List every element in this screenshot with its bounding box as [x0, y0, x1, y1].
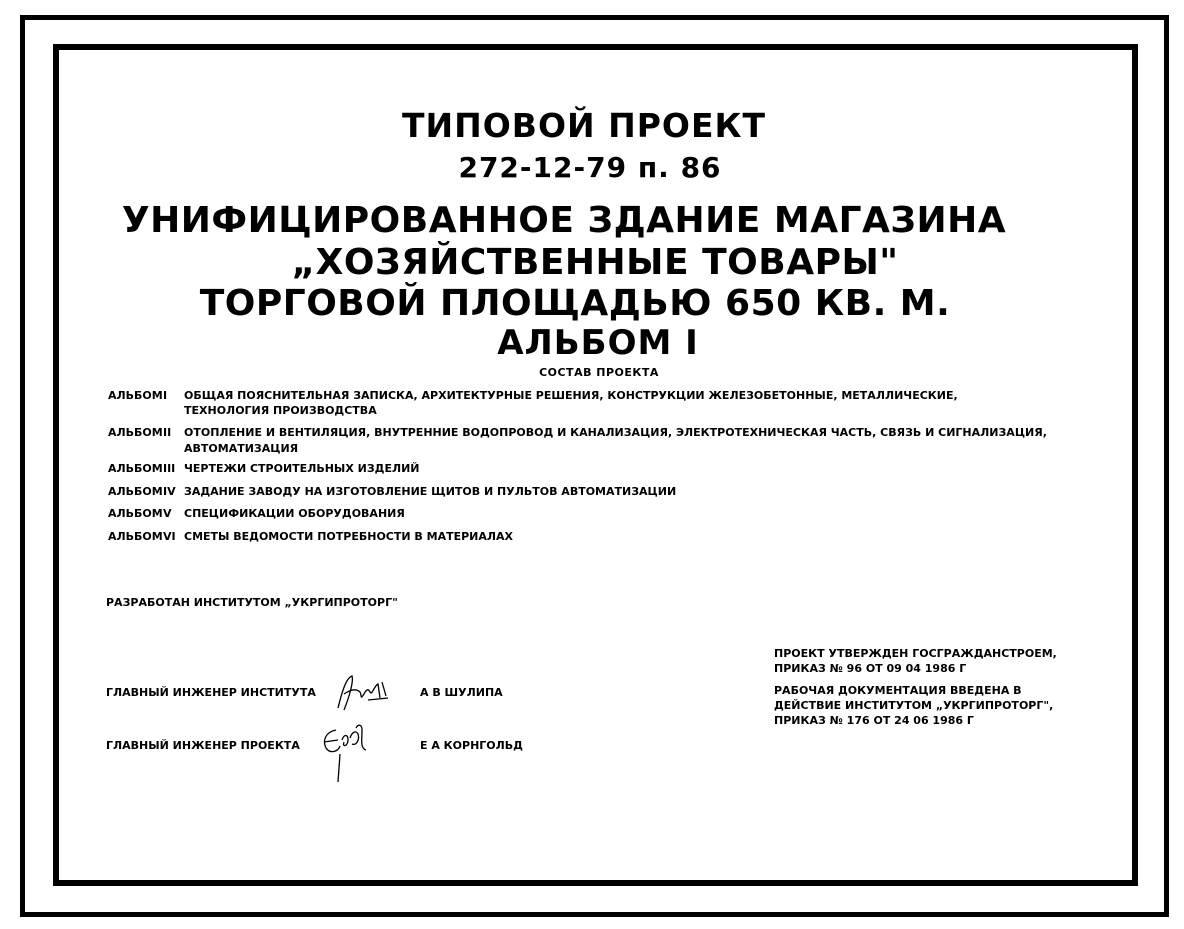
chief-engineer-institute-role: ГЛАВНЫЙ ИНЖЕНЕР ИНСТИТУТА: [106, 686, 316, 699]
album-label: АЛЬБОМ: [108, 389, 163, 402]
album-description-line: ЧЕРТЕЖИ СТРОИТЕЛЬНЫХ ИЗДЕЛИЙ: [184, 462, 420, 475]
album-label: АЛЬБОМ: [108, 485, 163, 498]
album-description-line: СМЕТЫ ВЕДОМОСТИ ПОТРЕБНОСТИ В МАТЕРИАЛАХ: [184, 530, 514, 543]
album-number: II: [163, 426, 172, 439]
chief-engineer-institute-name: А В ШУЛИПА: [420, 686, 503, 699]
approval-line-5: ПРИКАЗ № 176 ОТ 24 06 1986 Г: [774, 714, 974, 727]
chief-engineer-project-role: ГЛАВНЫЙ ИНЖЕНЕР ПРОЕКТА: [106, 739, 300, 752]
approval-line-2: ПРИКАЗ № 96 ОТ 09 04 1986 Г: [774, 662, 967, 675]
album-number: I: [163, 389, 168, 402]
chief-engineer-project-name: Е А КОРНГОЛЬД: [420, 739, 523, 752]
project-name-line-3: ТОРГОВОЙ ПЛОЩАДЬЮ 650 КВ. М.: [199, 283, 951, 324]
project-name-line-2: „ХОЗЯЙСТВЕННЫЕ ТОВАРЫ": [291, 242, 899, 283]
signature-chief-engineer-institute: [330, 672, 394, 716]
project-name-line-1: УНИФИЦИРОВАННОЕ ЗДАНИЕ МАГАЗИНА: [121, 200, 1007, 241]
approval-line-3: РАБОЧАЯ ДОКУМЕНТАЦИЯ ВВЕДЕНА В: [774, 684, 1022, 697]
developed-by: РАЗРАБОТАН ИНСТИТУТОМ „УКРГИПРОТОРГ": [106, 596, 398, 609]
album-number: IV: [163, 485, 176, 498]
composition-title: СОСТАВ ПРОЕКТА: [539, 366, 659, 379]
album-number: VI: [163, 530, 176, 543]
album-number: V: [163, 507, 172, 520]
approval-line-1: ПРОЕКТ УТВЕРЖДЕН ГОСГРАЖДАНСТРОЕМ,: [774, 647, 1057, 660]
album-label: АЛЬБОМ: [108, 530, 163, 543]
album-title: АЛЬБОМ I: [497, 323, 699, 363]
album-description-line: ЗАДАНИЕ ЗАВОДУ НА ИЗГОТОВЛЕНИЕ ЩИТОВ И ПУЛЬТОВ АВТОМАТИЗАЦИИ: [184, 485, 677, 498]
album-label: АЛЬБОМ: [108, 507, 163, 520]
signature-chief-engineer-project: [316, 720, 376, 790]
album-description-line: АВТОМАТИЗАЦИЯ: [184, 442, 299, 455]
album-description-line: СПЕЦИФИКАЦИИ ОБОРУДОВАНИЯ: [184, 507, 405, 520]
album-description-line: ТЕХНОЛОГИЯ ПРОИЗВОДСТВА: [184, 404, 377, 417]
album-description-line: ОТОПЛЕНИЕ И ВЕНТИЛЯЦИЯ, ВНУТРЕННИЕ ВОДОПРОВОД И КАНАЛИЗАЦИЯ, ЭЛЕКТРОТЕХНИЧЕСКАЯ ЧАСТЬ, СВЯЗЬ И СИГНАЛИЗАЦИЯ,: [184, 426, 1047, 439]
album-label: АЛЬБОМ: [108, 462, 163, 475]
project-number: 272-12-79 п. 86: [458, 151, 722, 184]
document-type-title: ТИПОВОЙ ПРОЕКТ: [402, 106, 766, 145]
album-label: АЛЬБОМ: [108, 426, 163, 439]
album-description-line: ОБЩАЯ ПОЯСНИТЕЛЬНАЯ ЗАПИСКА, АРХИТЕКТУРНЫЕ РЕШЕНИЯ, КОНСТРУКЦИИ ЖЕЛЕЗОБЕТОННЫЕ, МЕТАЛЛИЧЕСКИЕ,: [184, 389, 958, 402]
approval-line-4: ДЕЙСТВИЕ ИНСТИТУТОМ „УКРГИПРОТОРГ",: [774, 699, 1054, 712]
album-number: III: [163, 462, 176, 475]
